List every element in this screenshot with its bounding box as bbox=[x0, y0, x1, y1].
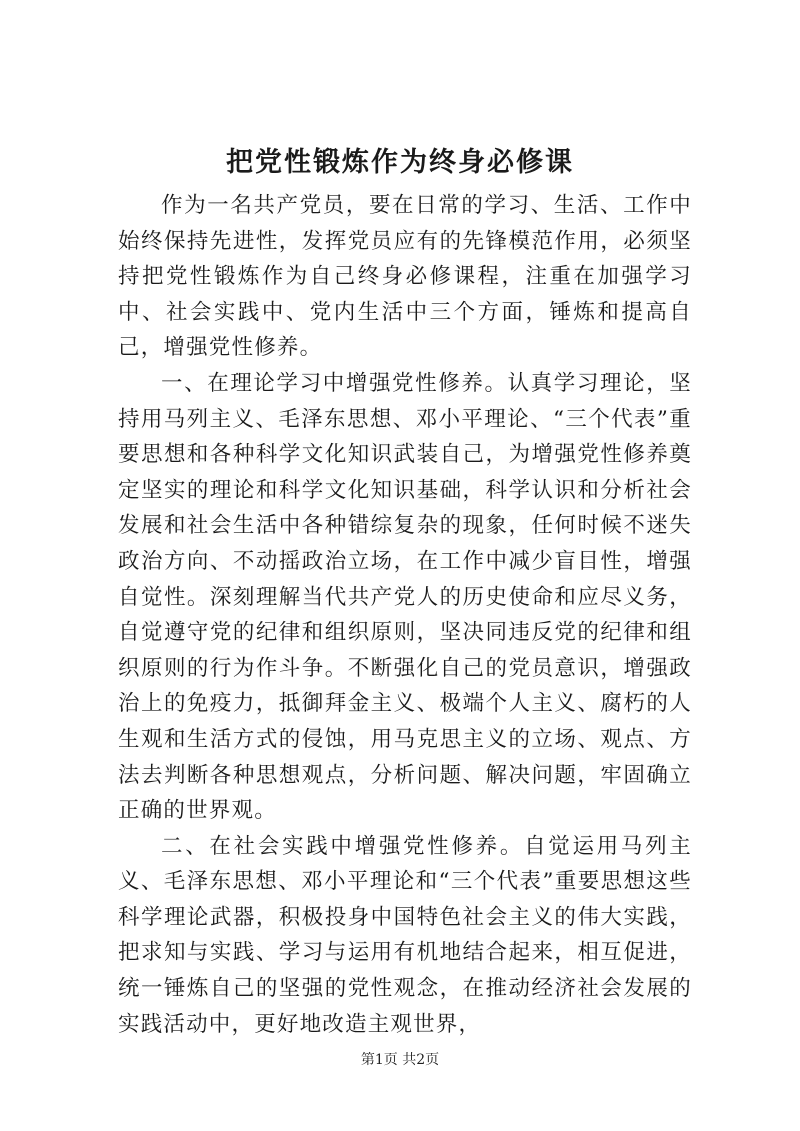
paragraph-intro: 作为一名共产党员，要在日常的学习、生活、工作中始终保持先进性，发挥党员应有的先锋模范作用，必须坚持把党性锻炼作为自己终身必修课程，注重在加强学习中、社会实践中、党内生活中三个方面，锤炼和提高自己，增强党性修养。 bbox=[118, 193, 692, 361]
page-number-footer: 第1页 共2页 bbox=[360, 1052, 440, 1068]
paragraph-theory-study: 一、在理论学习中增强党性修养。认真学习理论，坚持用马列主义、毛泽东思想、邓小平理论、“三个代表”重要思想和各种科学文化知识武装自己，为增强党性修养奠定坚实的理论和科学文化知识基础，科学认识和分析社会发展和社会生活中各种错综复杂的现象，任何时候不迷失政治方向、不动摇政治立场，在工作中减少盲目性，增强自觉性。深刻理解当代共产党人的历史使命和应尽义务，自觉遵守党的纪律和组织原则，坚决同违反党的纪律和组织原则的行为作斗争。不断强化自己的党员意识，增强政治上的免疫力，抵御拜金主义、极端个人主义、腐朽的人生观和生活方式的侵蚀，用马克思主义的立场、观点、方法去判断各种思想观点，分析问题、解决问题，牢固确立正确的世界观。 bbox=[118, 370, 692, 824]
document-body bbox=[118, 188, 692, 1042]
document-title: 把党性锻炼作为终身必修课 bbox=[226, 147, 574, 178]
paragraph-social-practice: 二、在社会实践中增强党性修养。自觉运用马列主义、毛泽东思想、邓小平理论和“三个代表”重要思想这些科学理论武器，积极投身中国特色社会主义的伟大实践，把求知与实践、学习与运用有机地结合起来，相互促进，统一锤炼自己的坚强的党性观念，在推动经济社会发展的实践活动中，更好地改造主观世界， bbox=[118, 833, 692, 1037]
